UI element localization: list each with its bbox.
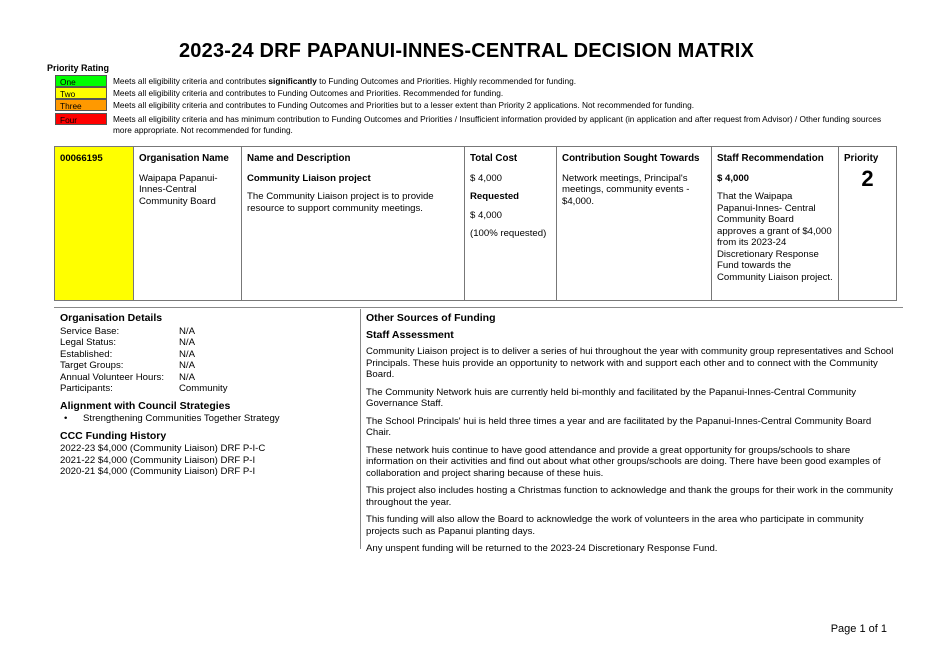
organisation-cell [134, 147, 242, 300]
detail-value: N/A [179, 337, 195, 348]
total-cost-heading: Total Cost [470, 153, 518, 164]
assessment-paragraph: The School Principals' hui is held three times a year and are facilitated by the Papanui-Innes-Central Community Board Chair. [366, 415, 872, 438]
other-sources-heading: Other Sources of Funding [366, 312, 496, 324]
staff-assessment-heading: Staff Assessment [366, 328, 454, 341]
priority-label-one: One [55, 75, 107, 87]
contribution-cell [557, 147, 712, 300]
funding-history-item: 2021-22 $4,000 (Community Liaison) DRF P-I [60, 454, 256, 466]
requested-label: Requested [470, 191, 520, 202]
right-column [366, 313, 896, 561]
alignment-item [60, 413, 355, 425]
assessment-paragraph: This project also includes hosting a Christmas function to acknowledge and thank the groups for their work in the community throughout the year. [366, 485, 893, 508]
detail-key: Target Groups: [60, 360, 124, 371]
assessment-paragraph: Any unspent funding will be returned to the 2023-24 Discretionary Response Fund. [366, 543, 718, 554]
name-description-cell [242, 147, 465, 300]
detail-row [60, 360, 355, 372]
application-id: 00066195 [60, 153, 103, 164]
bullet-icon: • [64, 413, 68, 424]
priority-text-three: Meets all eligibility criteria and contributes to Funding Outcomes and Priorities but to a lesser extent than Priority 2 applications. Not recommended for funding. [113, 100, 695, 110]
priority-label-four: Four [55, 113, 107, 125]
name-description-heading: Name and Description [247, 153, 351, 164]
priority-text-four: Meets all eligibility criteria and has minimum contribution to Funding Outcomes and Priorities / Insufficient information provided by applicant (in application and after request from Advisor) / Other funding sources more appropriate. Not recommended for funding. [113, 114, 882, 135]
priority-label-three: Three [55, 99, 107, 111]
funding-history-item: 2020-21 $4,000 (Community Liaison) DRF P-I [60, 466, 256, 477]
detail-key: Established: [60, 348, 113, 360]
page-title: 2023-24 DRF PAPANUI-INNES-CENTRAL DECISION MATRIX [178, 40, 755, 62]
priority-text-two: Meets all eligibility criteria and contributes to Funding Outcomes and Priorities. Recommended for funding. [113, 88, 504, 98]
total-cost-value: $ 4,000 [470, 172, 503, 184]
alignment-item-text: Strengthening Communities Together Strategy [83, 413, 280, 424]
detail-key: Legal Status: [60, 337, 117, 348]
staff-recommendation-amount: $ 4,000 [717, 172, 750, 184]
decision-matrix [54, 146, 897, 301]
detail-row [60, 349, 355, 361]
organisation-name: Waipapa Papanui-Innes-Central Community Board [139, 172, 218, 207]
detail-value: N/A [179, 348, 195, 360]
priority-rating-heading: Priority Rating [47, 63, 110, 73]
section-divider [54, 307, 903, 308]
requested-percent: (100% requested) [470, 228, 547, 239]
detail-value: N/A [179, 360, 195, 371]
staff-recommendation-cell [712, 147, 839, 300]
left-column [60, 313, 355, 478]
detail-value: Community [179, 383, 228, 394]
funding-history-item: 2022-23 $4,000 (Community Liaison) DRF P-I-C [60, 443, 266, 454]
detail-row [60, 326, 355, 338]
column-divider [360, 309, 361, 549]
project-name: Community Liaison project [247, 172, 371, 184]
detail-key: Service Base: [60, 325, 120, 337]
contribution-heading: Contribution Sought Towards [562, 153, 700, 164]
detail-row [60, 383, 355, 395]
organisation-heading: Organisation Name [139, 153, 229, 164]
detail-row [60, 337, 355, 349]
detail-key: Participants: [60, 383, 113, 394]
assessment-paragraph: This funding will also allow the Board to acknowledge the work of volunteers in the area who participate in community projects such as Papanui planting days. [366, 514, 864, 537]
priority-label-two: Two [55, 87, 107, 99]
priority-heading: Priority [844, 153, 879, 164]
page-number: Page 1 of 1 [830, 623, 887, 635]
detail-value: N/A [179, 371, 195, 383]
staff-recommendation-text: That the Waipapa Papanui-Innes- Central Community Board approves a grant of $4,000 from its 2023-24 Discretionary Response Fund towards the Community Liaison project. [717, 191, 833, 283]
detail-key: Annual Volunteer Hours: [60, 371, 164, 383]
staff-recommendation-heading: Staff Recommendation [717, 153, 824, 164]
detail-row [60, 372, 355, 384]
priority-text-one: Meets all eligibility criteria and contributes significantly to Funding Outcomes and Priorities. Highly recommended for funding. [113, 76, 577, 86]
funding-history-heading: CCC Funding History [60, 429, 167, 442]
application-id-cell [55, 147, 134, 300]
cost-cell [465, 147, 557, 300]
organisation-details-heading: Organisation Details [60, 312, 163, 324]
alignment-heading: Alignment with Council Strategies [60, 399, 231, 412]
detail-value: N/A [179, 325, 195, 337]
project-description: The Community Liaison project is to provide resource to support community meetings. [247, 191, 434, 214]
priority-value: 2 [861, 165, 874, 191]
assessment-paragraph: These network huis continue to have good attendance and provide a great opportunity for groups/schools to share information on their activities and find out about what other groups/schools are doing. There have been good examples of collaboration and project sharing because of these huis. [366, 444, 881, 479]
assessment-paragraph: Community Liaison project is to deliver a series of hui throughout the year with community group representatives and School Principals. These huis provide an opportunity to network with and support each other and to connect with the Community Board. [366, 346, 894, 380]
contribution-text: Network meetings, Principal's meetings, community events - $4,000. [562, 172, 690, 207]
priority-cell [839, 147, 896, 300]
assessment-paragraph: The Community Network huis are currently held bi-monthly and facilitated by the Papanui-Innes-Central Community Governance Staff. [366, 386, 857, 409]
requested-amount: $ 4,000 [470, 209, 503, 221]
